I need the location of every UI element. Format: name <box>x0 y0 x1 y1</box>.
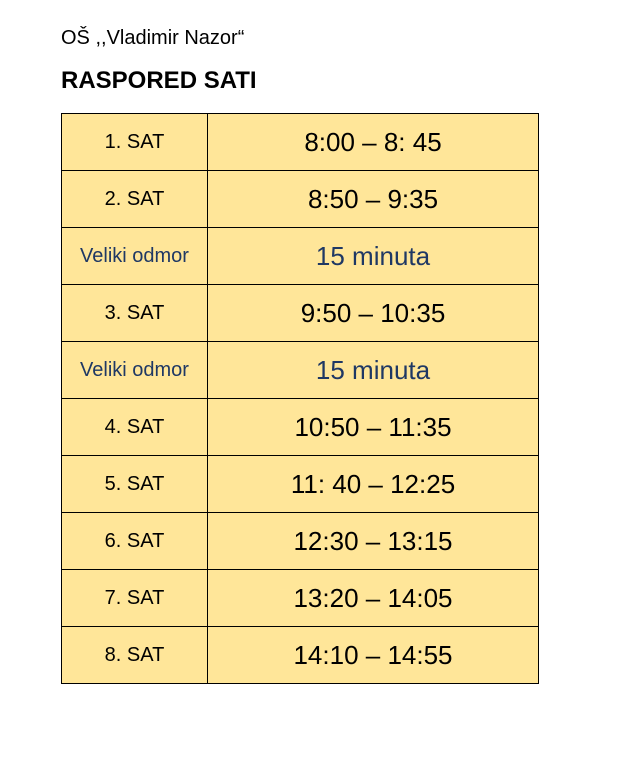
period-time: 13:20 – 14:05 <box>208 570 539 627</box>
table-row <box>62 627 539 684</box>
break-duration: 15 minuta <box>208 342 539 399</box>
table-row <box>62 399 539 456</box>
break-label: Veliki odmor <box>62 228 208 285</box>
break-duration: 15 minuta <box>208 228 539 285</box>
table-row <box>62 513 539 570</box>
period-time: 10:50 – 11:35 <box>208 399 539 456</box>
table-row <box>62 285 539 342</box>
schedule-table <box>61 113 539 684</box>
table-row-break <box>62 342 539 399</box>
table-row <box>62 570 539 627</box>
period-label: 8. SAT <box>62 627 208 684</box>
period-time: 9:50 – 10:35 <box>208 285 539 342</box>
period-time: 12:30 – 13:15 <box>208 513 539 570</box>
table-row <box>62 171 539 228</box>
period-time: 8:00 – 8: 45 <box>208 114 539 171</box>
period-time: 8:50 – 9:35 <box>208 171 539 228</box>
page-title: RASPORED SATI <box>61 67 257 94</box>
break-label: Veliki odmor <box>62 342 208 399</box>
period-time: 11: 40 – 12:25 <box>208 456 539 513</box>
school-name: OŠ ,,Vladimir Nazor“ <box>61 27 245 49</box>
period-label: 3. SAT <box>62 285 208 342</box>
table-row <box>62 456 539 513</box>
period-label: 7. SAT <box>62 570 208 627</box>
period-time: 14:10 – 14:55 <box>208 627 539 684</box>
period-label: 5. SAT <box>62 456 208 513</box>
period-label: 1. SAT <box>62 114 208 171</box>
period-label: 2. SAT <box>62 171 208 228</box>
period-label: 6. SAT <box>62 513 208 570</box>
table-row-break <box>62 228 539 285</box>
period-label: 4. SAT <box>62 399 208 456</box>
table-row <box>62 114 539 171</box>
